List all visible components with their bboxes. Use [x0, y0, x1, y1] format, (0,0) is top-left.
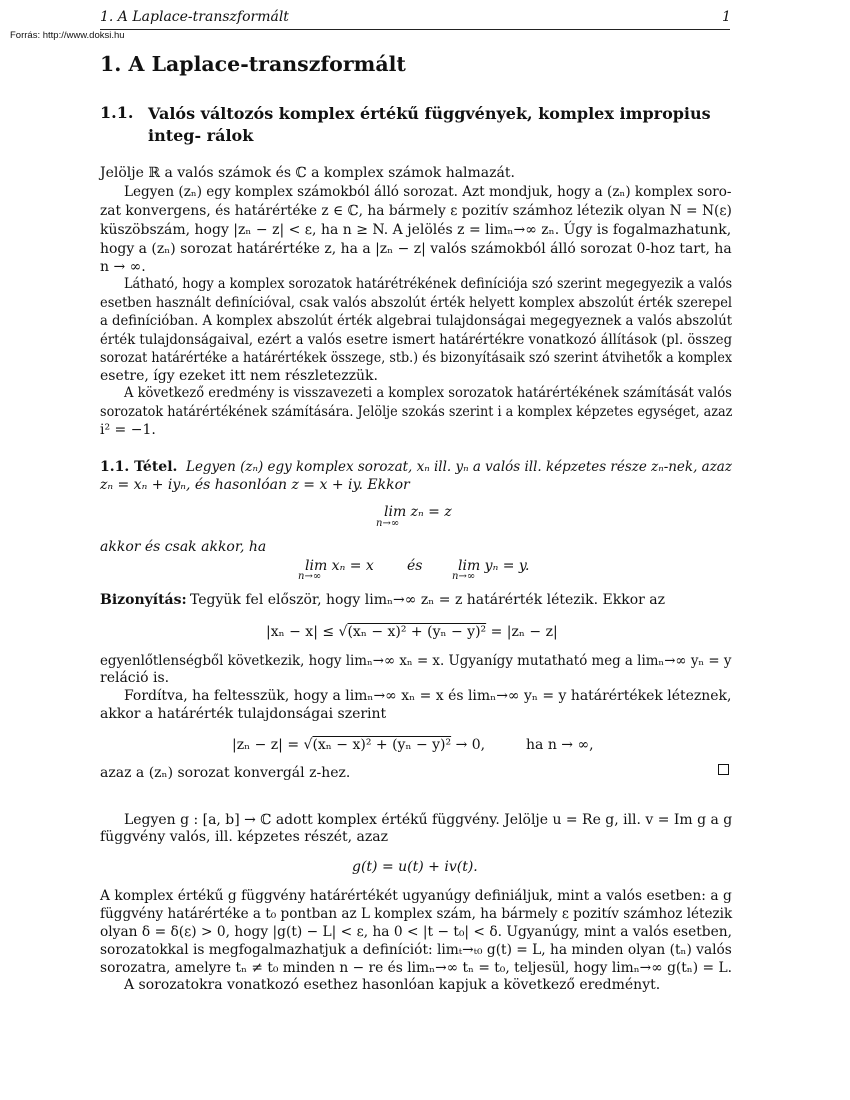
- body-line: Legyen (zₙ) egy komplex számokból álló sorozat. Azt mondjuk, hogy a (zₙ) komplex soro-: [124, 184, 732, 200]
- body-line: a definícióban. A komplex abszolút érték algebrai tulajdonságai megegyeznek a valós abszolút: [100, 313, 733, 329]
- theorem-iff: akkor és csak akkor, ha: [100, 539, 267, 555]
- body-line: hogy a (zₙ) sorozat határértéke z, ha a |zₙ − z| valós számokból álló sorozat 0-hoz tart, ha: [100, 241, 732, 257]
- theorem-line: zₙ = xₙ + iyₙ, és hasonlóan z = x + iy. Ekkor: [100, 477, 410, 493]
- subsection-number: 1.1.: [100, 103, 134, 122]
- qed-square-icon: [718, 764, 729, 775]
- body-line: olyan δ = δ(ε) > 0, hogy |g(t) − L| < ε, ha 0 < |t − t₀| < δ. Ugyanúgy, mint a valós esetben,: [100, 924, 732, 940]
- limit-subscript: n→∞: [376, 518, 400, 529]
- body-line: sorozatra, amelyre tₙ ≠ t₀ minden n − re és limₙ→∞ tₙ = t₀, teljesül, hogy limₙ→∞ g(tₙ) = L.: [100, 960, 732, 976]
- body-line: Látható, hogy a komplex sorozatok határétrékének definíciója szó szerint megegyezik a valós: [124, 276, 733, 292]
- body-line: Jelölje ℝ a valós számok és ℂ a komplex számok halmazát.: [100, 165, 515, 181]
- theorem-equation-x: lim xₙ = x: [305, 558, 374, 574]
- subsection-title: Valós változós komplex értékű függvények, komplex impropius integ- rálok: [148, 104, 711, 145]
- proof-equation-1: [266, 624, 558, 640]
- page-number: 1: [722, 9, 731, 25]
- proof-equation-2: [232, 737, 485, 753]
- body-line: zat konvergens, és határértéke z ∈ ℂ, ha bármely ε pozitív számhoz létezik olyan N = N(ε): [100, 203, 732, 219]
- proof-equation-left: |xₙ − x| ≤ √: [266, 624, 348, 640]
- body-line: sorozat határértéke a határértékek összege, stb.) és bizonyításaik szó szerint átvihetők a komplex: [100, 350, 733, 366]
- proof-label: Bizonyítás:: [100, 592, 187, 608]
- proof-line: Tegyük fel először, hogy limₙ→∞ zₙ = z határérték létezik. Ekkor az: [190, 592, 666, 608]
- body-line: A következő eredmény is visszavezeti a komplex sorozatok határértékének számítását valós: [124, 385, 732, 401]
- theorem-line: Legyen (zₙ) egy komplex sorozat, xₙ ill. yₙ a valós ill. képzetes része zₙ-nek, azaz: [186, 459, 732, 475]
- theorem-label: 1.1. Tétel.: [100, 459, 178, 475]
- body-line: i² = −1.: [100, 422, 156, 438]
- proof-equation-radicand: (xₙ − x)² + (yₙ − y)²: [312, 737, 452, 753]
- source-note: Forrás: http://www.doksi.hu: [10, 30, 125, 41]
- limit-subscript: n→∞: [298, 571, 322, 582]
- theorem-equation-y: lim yₙ = y.: [458, 558, 530, 574]
- body-line: küszöbszám, hogy |zₙ − z| < ε, ha n ≥ N. A jelölés z = limₙ→∞ zₙ. Úgy is fogalmazhatunk,: [100, 222, 732, 238]
- theorem-equation: lim zₙ = z: [384, 504, 452, 520]
- body-line: függvény valós, ill. képzetes részét, azaz: [100, 829, 389, 845]
- body-line: sorozatok határértékének számítására. Jelölje szokás szerint i a komplex képzetes egységet, azaz: [100, 404, 733, 420]
- proof-line: egyenlőtlenségből következik, hogy limₙ→∞ xₙ = x. Ugyanígy mutatható meg a limₙ→∞ yₙ = y: [100, 653, 732, 669]
- body-line: sorozatokkal is megfogalmazhatjuk a definíciót: limₜ→ₜ₀ g(t) = L, ha minden olyan (tₙ) valós: [100, 942, 732, 958]
- body-line: függvény határértéke a t₀ pontban az L komplex szám, ha bármely ε pozitív számhoz létezik: [100, 906, 733, 922]
- function-equation: g(t) = u(t) + iv(t).: [352, 859, 478, 875]
- body-line: n → ∞.: [100, 259, 146, 275]
- body-line: érték tulajdonságaival, ezért a valós esetre ismert határértékre vonatkozó állítások (pl. összeg: [100, 332, 733, 348]
- body-line: esetben használt definícióval, csak valós abszolút érték helyett komplex abszolút érték szerepel: [100, 295, 733, 311]
- proof-equation-radicand: (xₙ − x)² + (yₙ − y)²: [347, 624, 487, 640]
- proof-line: azaz a (zₙ) sorozat konvergál z-hez.: [100, 765, 351, 781]
- proof-line: Fordítva, ha feltesszük, hogy a limₙ→∞ xₙ = x és limₙ→∞ yₙ = y határértékek léteznek,: [124, 688, 732, 704]
- theorem-and: és: [407, 558, 423, 574]
- running-title: 1. A Laplace-transzformált: [100, 9, 289, 25]
- body-line: esetre, így ezeket itt nem részletezzük.: [100, 368, 378, 384]
- proof-equation-right: → 0,: [455, 737, 486, 753]
- proof-equation-left: |zₙ − z| = √: [232, 737, 313, 753]
- body-line: A komplex értékű g függvény határértékét ugyanúgy definiáljuk, mint a valós esetben: a g: [100, 888, 732, 904]
- section-title: 1. A Laplace-transzformált: [100, 52, 406, 76]
- proof-line: reláció is.: [100, 670, 170, 686]
- proof-equation-right: = |zₙ − z|: [490, 624, 558, 640]
- limit-subscript: n→∞: [452, 571, 476, 582]
- proof-condition: ha n → ∞,: [526, 737, 594, 753]
- header-rule: [100, 29, 730, 30]
- proof-line: akkor a határérték tulajdonságai szerint: [100, 706, 387, 722]
- body-line: Legyen g : [a, b] → ℂ adott komplex értékű függvény. Jelölje u = Re g, ill. v = Im g a g: [124, 812, 733, 828]
- body-line: A sorozatokra vonatkozó esethez hasonlóan kapjuk a következő eredményt.: [124, 977, 661, 993]
